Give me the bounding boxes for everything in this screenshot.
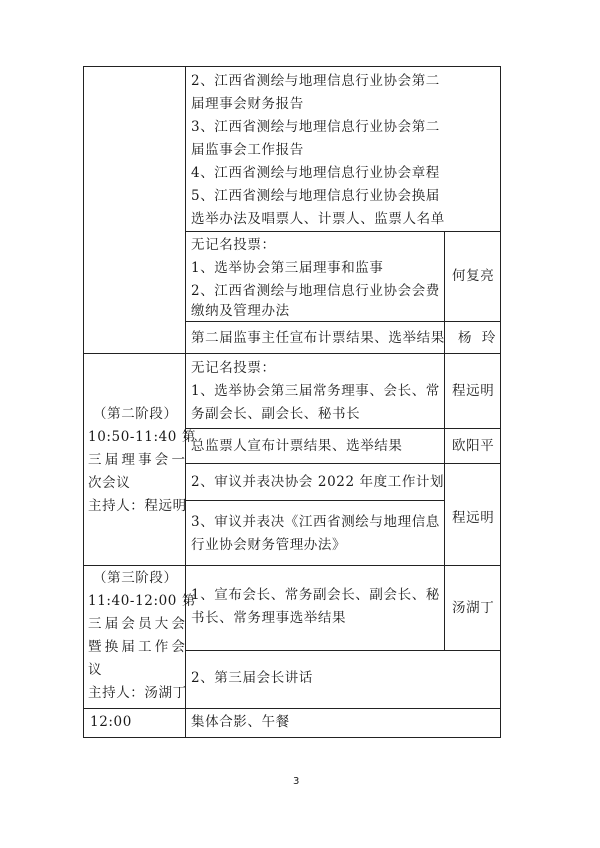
agenda-item: 行业协会财务管理办法》 bbox=[191, 537, 347, 553]
stage-host: 主持人：汤湖丁 bbox=[88, 685, 187, 701]
table-border-right bbox=[500, 66, 501, 738]
responsible-person: 欧阳平 bbox=[452, 438, 495, 454]
result-announcement: 第二届监事主任宣布计票结果、选举结果 bbox=[191, 330, 445, 346]
agenda-item: 2、第三届会长讲话 bbox=[191, 670, 313, 686]
stage-host: 主持人：程远明 bbox=[88, 498, 187, 514]
table-border-bottom bbox=[83, 737, 501, 738]
responsible-person: 程远明 bbox=[452, 383, 495, 399]
agenda-item: 1、宣布会长、常务副会长、副会长、秘 bbox=[191, 587, 440, 603]
table-divider bbox=[185, 428, 501, 429]
table-divider bbox=[83, 565, 501, 566]
stage-time: 11:40-12:00 第 bbox=[88, 593, 196, 609]
report-item: 3、江西省测绘与地理信息行业协会第二 bbox=[191, 119, 440, 135]
stage-title: 次会议 bbox=[88, 475, 131, 491]
report-item: 2、江西省测绘与地理信息行业协会第二 bbox=[191, 73, 440, 89]
table-border-top bbox=[83, 66, 501, 67]
table-divider bbox=[83, 708, 501, 709]
agenda-item: 2、审议并表决协会 2022 年度工作计划 bbox=[191, 474, 445, 490]
vote-item: 1、选举协会第三届理事和监事 bbox=[191, 260, 384, 276]
stage-title: 三届理事会一 bbox=[88, 452, 189, 468]
stage-time: 10:50-11:40 第 bbox=[88, 429, 196, 445]
agenda-item: 书长、常务理事选举结果 bbox=[191, 610, 347, 626]
report-item: 4、江西省测绘与地理信息行业协会章程 bbox=[191, 165, 440, 181]
report-item: 选举办法及唱票人、计票人、监票人名单 bbox=[191, 211, 445, 227]
stage-title: 议 bbox=[88, 662, 103, 678]
stage-label: （第二阶段） bbox=[93, 406, 178, 422]
page-number: 3 bbox=[293, 776, 300, 787]
agenda-item: 集体合影、午餐 bbox=[191, 714, 290, 730]
vote-item: 2、江西省测绘与地理信息行业协会会费 bbox=[191, 283, 440, 299]
report-item: 届理事会财务报告 bbox=[191, 96, 304, 112]
table-divider bbox=[185, 463, 501, 464]
table-divider bbox=[185, 650, 501, 651]
result-announcement: 总监票人宣布计票结果、选举结果 bbox=[191, 438, 403, 454]
vote-heading: 无记名投票： bbox=[191, 237, 276, 253]
table-divider bbox=[185, 500, 445, 501]
report-item: 5、江西省测绘与地理信息行业协会换届 bbox=[191, 188, 440, 204]
responsible-person: 程远明 bbox=[452, 510, 495, 526]
vote-item: 1、选举协会第三届常务理事、会长、常 bbox=[191, 383, 440, 399]
vote-item: 缴纳及管理办法 bbox=[191, 303, 290, 319]
responsible-person: 汤湖丁 bbox=[452, 600, 495, 616]
stage-title: 暨换届工作会 bbox=[88, 639, 189, 655]
table-border-left bbox=[83, 66, 84, 738]
responsible-person: 何复亮 bbox=[452, 268, 495, 284]
stage-label: （第三阶段） bbox=[93, 570, 178, 586]
agenda-item: 3、审议并表决《江西省测绘与地理信息 bbox=[191, 514, 440, 530]
time-label: 12:00 bbox=[90, 714, 132, 730]
vote-item: 务副会长、副会长、秘书长 bbox=[191, 406, 361, 422]
table-divider bbox=[185, 231, 501, 232]
report-item: 届监事会工作报告 bbox=[191, 142, 304, 158]
vote-heading: 无记名投票： bbox=[191, 360, 276, 376]
responsible-person: 杨 玲 bbox=[458, 330, 496, 346]
table-column-divider bbox=[444, 231, 445, 650]
table-divider bbox=[83, 353, 501, 354]
stage-title: 三届会员大会 bbox=[88, 616, 189, 632]
